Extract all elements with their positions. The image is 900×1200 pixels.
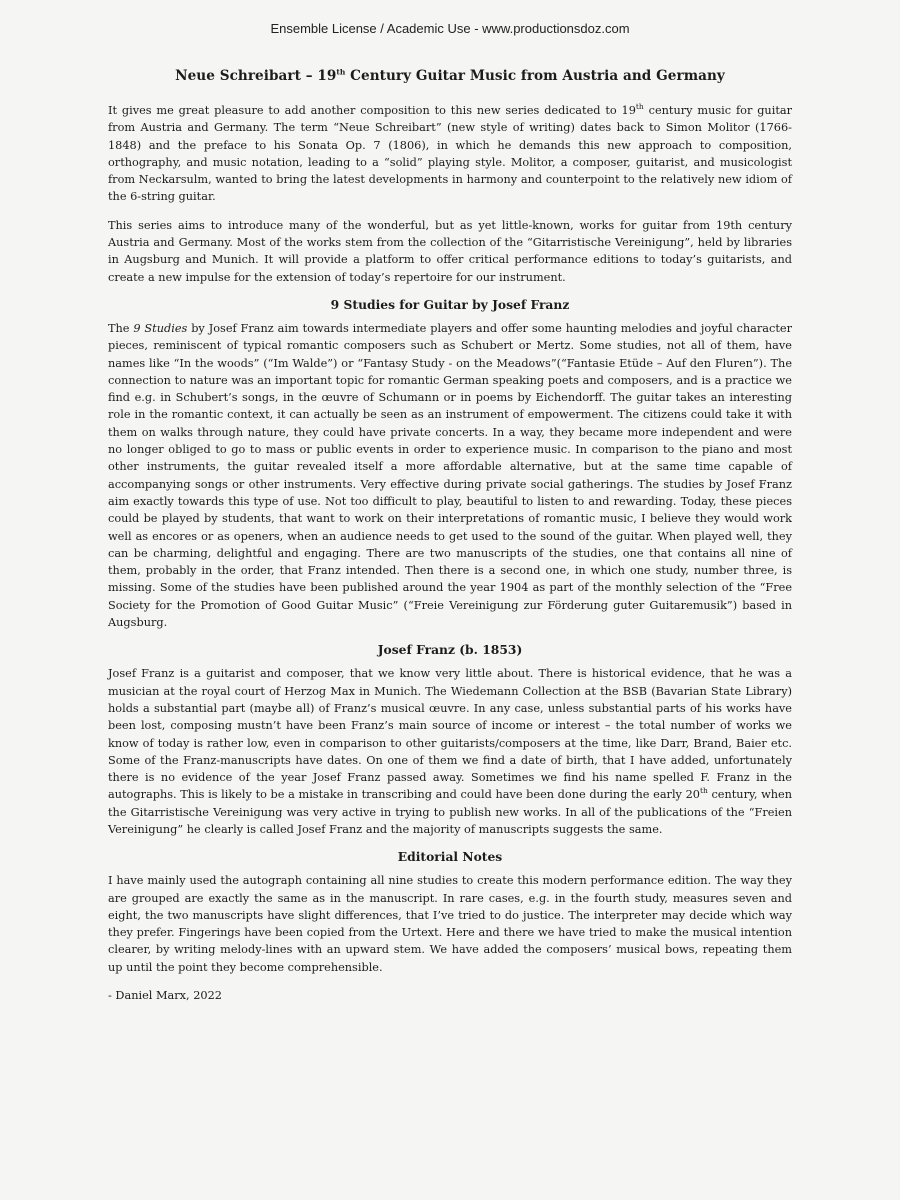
intro-paragraph-2: This series aims to introduce many of the wonderful, but as yet little-known, works for guitar from 19th century Austria and Germany. Most of the works stem from the collection of the “Gitarristische Vereinigung”, held by libraries in Augsburg and Munich. It will provide a platform to offer critical performance editions to today’s guitarists, and create a new impulse for the extension of today’s repertoire for our instrument. — [108, 218, 792, 284]
section-heading-bio: Josef Franz (b. 1853) — [377, 642, 523, 658]
editorial-paragraph: I have mainly used the autograph containing all nine studies to create this modern performance edition. The way they are grouped are exactly the same as in the manuscript. In rare cases, e.g. in the fourth study, measures seven and eight, the two manuscripts have slight differences, that I’ve tried to do justice. The interpreter may decide which way they prefer. Fingerings have been copied from the Urtext. Here and there we have tried to make the musical intention clearer, by writing melody-lines with an upward stem. We have added the composers’ musical bows, repeating them up until the point they become comprehensible. — [108, 874, 792, 974]
bio-paragraph: Josef Franz is a guitarist and composer, that we know very little about. There is historical evidence, that he was a musician at the royal court of Herzog Max in Munich. The Wiedemann Collection at the BSB (Bavarian State Library) holds a substantial part (maybe all) of Franz’s musical œuvre. In any case, unless substantial parts of his works have been lost, composing mustn’t have been Franz’s main source of income or interest – the total number of works we know of today is rather low, even in comparison to other guitarists/composers at the time, like Darr, Brand, Baier etc. Some of the Franz-manuscripts have dates. On one of them we find a date of birth, that I have added, unfortunately there is no evidence of the year Josef Franz passed away. Sometimes we find his name spelled F. Franz in the autographs. This is likely to be a mistake in transcribing and could have been done during the early 20th century, when the Gitarristische Vereinigung was very active in trying to publish new works. In all of the publications of the “Freien Vereinigung” he clearly is called Josef Franz and the majority of manuscripts suggests the same. — [108, 667, 792, 836]
signature: - Daniel Marx, 2022 — [108, 989, 222, 1003]
license-header: Ensemble License / Academic Use - www.productionsdoz.com — [270, 21, 630, 36]
intro-paragraph-1: It gives me great pleasure to add another composition to this new series dedicated to 19th century music for guitar from Austria and Germany. The term “Neue Schreibart” (new style of writing) dates back to Simon Molitor (1766-1848) and the preface to his Sonata Op. 7 (1806), in which he demands this new approach to composition, orthography, and music notation, leading to a “solid” playing style. Molitor, a composer, guitarist, and musicologist from Neckarsulm, wanted to bring the latest developments in harmony and counterpoint to the relatively new idiom of the 6-string guitar. — [108, 102, 792, 204]
studies-paragraph: The 9 Studies by Josef Franz aim towards intermediate players and offer some haunting melodies and joyful character pieces, reminiscent of typical romantic composers such as Schubert or Mertz. Some studies, not all of them, have names like “In the woods” (“Im Walde”) or “Fantasy Study - on the Meadows”(“Fantasie Etüde – Auf den Fluren”). The connection to nature was an important topic for romantic German speaking poets and composers, and is a practice we find e.g. in Schubert’s songs, in the œuvre of Schumann or in poems by Eichendorff. The guitar takes an interesting role in the romantic context, it can actually be seen as an instrument of empowerment. The citizens could take it with them on walks through nature, they could have private concerts. In a way, they became more independent and were no longer obliged to go to mass or public events in order to experience music. In comparison to the piano and most other instruments, the guitar revealed itself a more affordable alternative, but at the same time capable of accompanying songs or other instruments. Very effective during private social gatherings. The studies by Josef Franz aim exactly towards this type of use. Not too difficult to play, beautiful to listen to and rewarding. Today, these pieces could be played by students, that want to work on their interpretations of romantic music, I believe they would work well as encores or as openers, when an audience needs to get used to the sound of the guitar. When played well, they can be charming, delightful and engaging. There are two manuscripts of the studies, one that contains all nine of them, probably in the order, that Franz intended. Then there is a second one, in which one study, number three, is missing. Some of the studies have been published around the year 1904 as part of the monthly selection of the “Free Society for the Promotion of Good Guitar Music” (“Freie Vereinigung zur Förderung guter Guitaremusik”) based in Augsburg. — [108, 321, 792, 630]
text-body — [108, 68, 792, 1004]
section-heading-editorial: Editorial Notes — [397, 849, 503, 865]
page-title: Neue Schreibart – 19th Century Guitar Music from Austria and Germany — [175, 67, 725, 84]
section-heading-studies: 9 Studies for Guitar by Josef Franz — [330, 296, 570, 312]
